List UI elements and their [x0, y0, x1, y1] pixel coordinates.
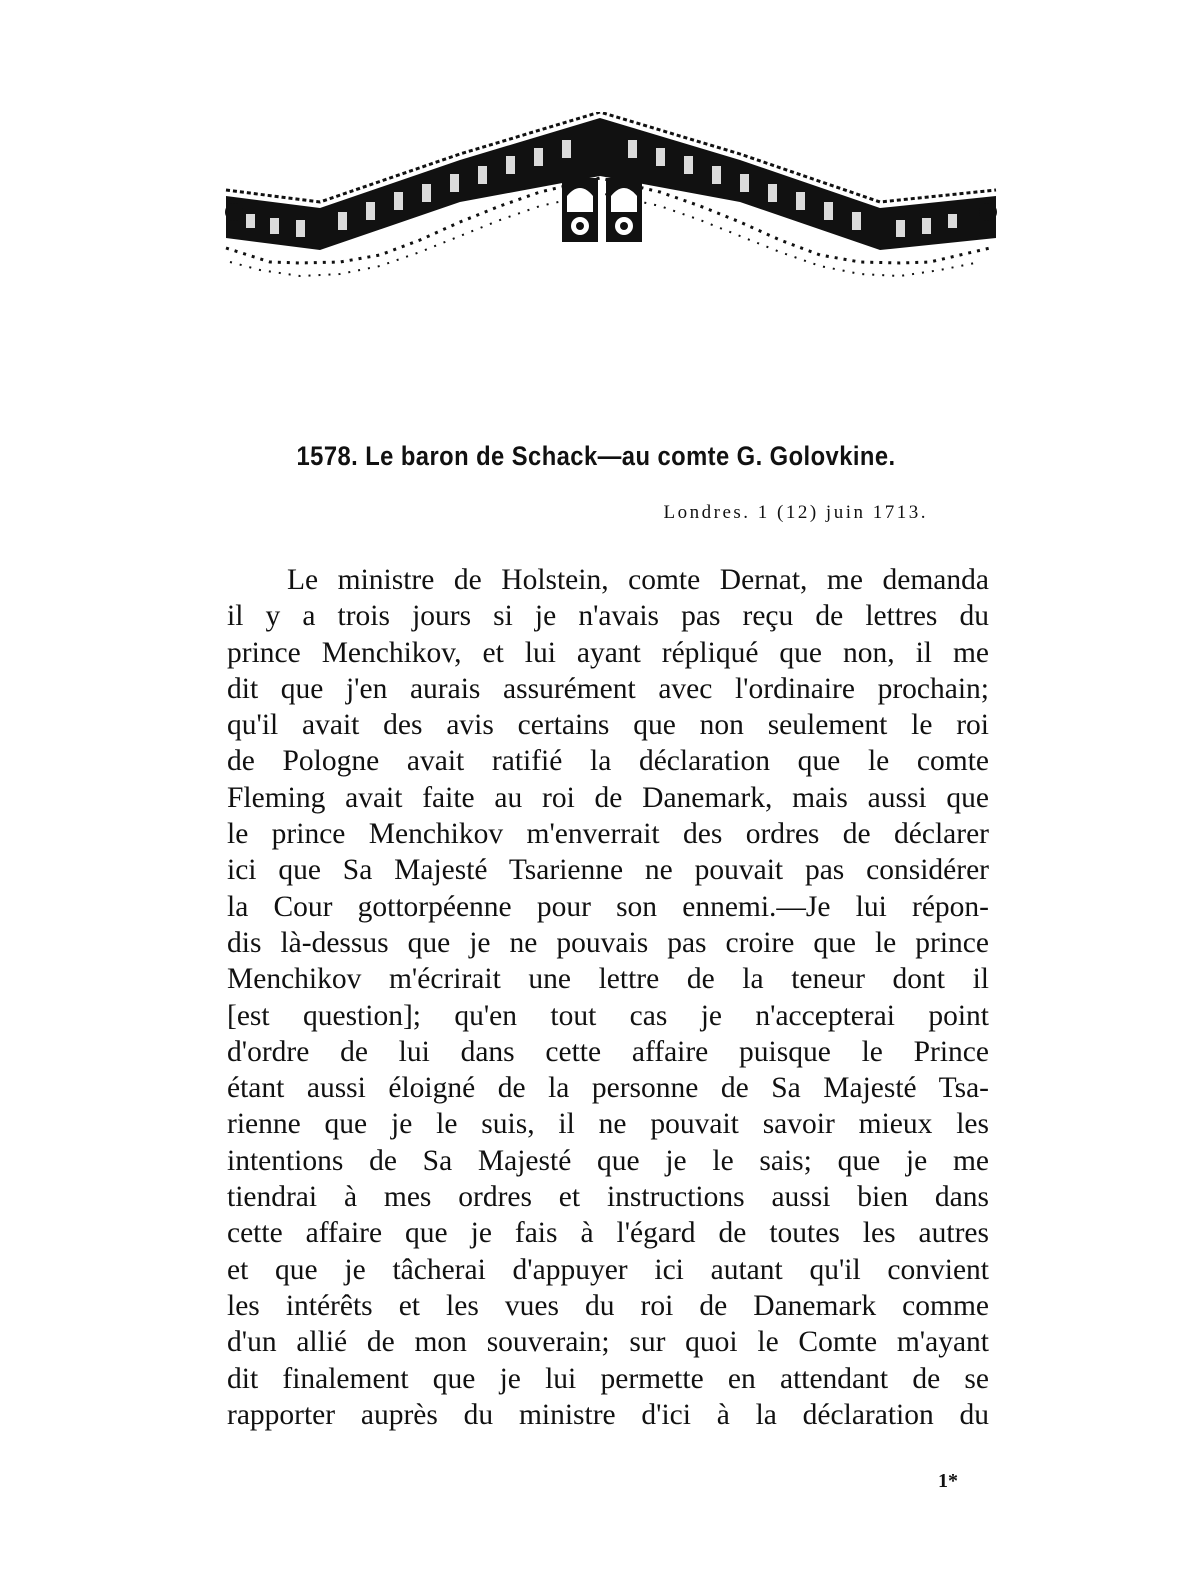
body-line: le prince Menchikov m'enverrait des ordres de déclarer — [227, 818, 989, 851]
body-line: cette affaire que je fais à l'égard de toutes les autres — [227, 1217, 989, 1250]
body-line: d'un allié de mon souverain; sur quoi le Comte m'ayant — [227, 1326, 989, 1359]
body-line: dis là-dessus que je ne pouvais pas croire que le prince — [227, 926, 989, 959]
body-line: Le ministre de Holstein, comte Dernat, me demanda — [287, 564, 989, 596]
letter-dateline: Londres. 1 (12) juin 1713. — [663, 502, 928, 523]
body-line: rienne que je le suis, il ne pouvait savoir mieux les — [227, 1108, 989, 1141]
body-line: Menchikov m'écrirait une lettre de la teneur dont il — [227, 963, 989, 996]
body-line: d'ordre de lui dans cette affaire puisque le Prince — [227, 1035, 989, 1068]
body-line: et que je tâcherai d'appuyer ici autant qu'il convient — [227, 1253, 989, 1286]
body-line: tiendrai à mes ordres et instructions aussi bien dans — [227, 1181, 989, 1214]
letter-body — [227, 562, 989, 1433]
body-line: dit finalement que je lui permette en attendant de se — [227, 1362, 989, 1395]
headpiece-ornament-icon — [224, 112, 1000, 288]
body-line: la Cour gottorpéenne pour son ennemi.—Je lui répon- — [227, 890, 989, 923]
body-line: il y a trois jours si je n'avais pas reçu de lettres du — [227, 600, 989, 633]
body-line: les intérêts et les vues du roi de Danemark comme — [227, 1289, 989, 1322]
body-line: prince Menchikov, et lui ayant répliqué que non, il me — [227, 636, 989, 669]
body-line: qu'il avait des avis certains que non seulement le roi — [227, 709, 989, 742]
body-line: Fleming avait faite au roi de Danemark, mais aussi que — [227, 781, 989, 814]
body-line: [est question]; qu'en tout cas je n'accepterai point — [227, 999, 989, 1032]
body-line: intentions de Sa Majesté que je le sais; que je me — [227, 1144, 989, 1177]
page-signature-mark: 1* — [938, 1470, 958, 1492]
body-line: étant aussi éloigné de la personne de Sa Majesté Tsa- — [227, 1072, 989, 1105]
body-line: dit que j'en aurais assurément avec l'ordinaire prochain; — [227, 672, 989, 705]
body-line: rapporter auprès du ministre d'ici à la déclaration du — [227, 1398, 989, 1431]
body-line: ici que Sa Majesté Tsarienne ne pouvait pas considérer — [227, 854, 989, 887]
letter-title: 1578. Le baron de Schack—au comte G. Golovkine. — [296, 441, 896, 471]
body-line: de Pologne avait ratifié la déclaration que le comte — [227, 745, 989, 778]
